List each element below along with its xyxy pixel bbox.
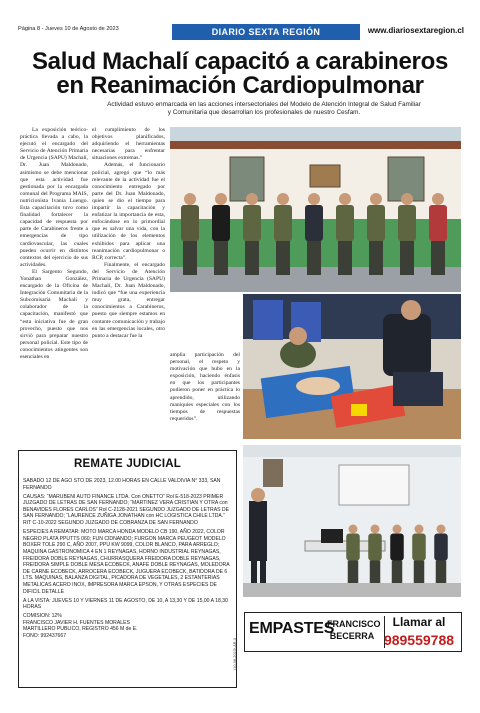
empastes-ad: [244, 612, 462, 652]
page-number-date: Página 8 - Jueves 10 de Agosto de 2023: [18, 26, 119, 32]
person-figure: [400, 241, 414, 275]
article-column-1: [20, 127, 88, 361]
judicial-auction-notice: [18, 450, 237, 688]
person-figure: [370, 193, 382, 205]
group-photo: [170, 127, 461, 292]
person-figure: [274, 205, 292, 241]
person-figure: [214, 241, 228, 275]
article-column-3: [170, 352, 240, 423]
site-url[interactable]: www.diariosextaregion.cl: [367, 26, 464, 35]
person-figure: [368, 534, 382, 561]
person-figure: [215, 193, 227, 205]
person-figure: [369, 241, 383, 275]
notice-commission: COMISION: 12%: [23, 613, 62, 620]
ad-call-label: Llamar al: [392, 615, 446, 629]
person-figure: [243, 205, 261, 241]
person-figure: [393, 525, 402, 534]
ad-name-last: BECERRA: [329, 631, 375, 641]
person-figure: [305, 205, 323, 241]
headline: [18, 50, 462, 98]
person-figure: [338, 241, 352, 275]
person-figure: [339, 193, 351, 205]
person-figure: [434, 534, 448, 561]
person-figure: [212, 205, 230, 241]
notice-viewing: A LA VISTA: JUEVES 10 Y VIERNES 11 DE AGOSTO, DE 10, A 13,30 Y DE 15,00 A 18,30 HORAS: [23, 597, 228, 611]
notice-auctioneer: FRANCISCO JAVIER H. FUENTES MORALES: [23, 619, 130, 626]
person-figure: [431, 241, 445, 275]
person-figure: [277, 193, 289, 205]
lead: [70, 101, 458, 117]
section-banner: DIARIO SEXTA REGIÓN: [172, 24, 360, 40]
person-figure: [414, 561, 425, 587]
headline-line-2: en Reanimación Cardiopulmonar: [56, 72, 424, 99]
notice-title: REMATE JUDICIAL: [74, 458, 181, 470]
person-figure: [276, 241, 290, 275]
notice-items: ESPECIES A REMATAR: MOTO MARCA HONDA MODELO CB 190, AÑO 2022, COLOR NEGRO PLATA PPUTTS 060; FUN CIDNANDO; FURGON MARCA PEUGEOT MODELO BOXER TOLE 290 C, AÑO 2007, PPU KW 9099, COLOR BLANCO, PARA ARREGLO; MAQUINA GASTRONOMICA 4 EN 1 REYNAGAS, HORNO INDUSTRIAL REYNAGAS, FREIDORA DOBLE REYNAGAS, CHURRASQUERA FREIDORA DOBLE REYNAGAS, FREIDORA SIMPLE DOBLE MESA ECOBECK, ANAFE DOBLE REYNAGAS, MOLEDORA DE CARNE ECOBECK, ARROCERA ECOBECK, JUGUERA ECOBECK, BATIDORA DE 6 LTS. MAQUINAS, BALANZA DIGITAL, PICADORA DE VEGETALES, 2 ESTANTERIAS METALICAS ACERO INOX, IMPRESORA MARCA EPSON, Y OTRAS ESPECIES DE DIFICIL DETALLE: [23, 529, 230, 595]
person-figure: [336, 205, 354, 241]
ad-name: [327, 618, 381, 642]
person-figure: [429, 205, 447, 241]
article-paragraph: El Sargento Segundo, Yonathan González, encargado de la Oficina de Integración Comunitaria de la Subcomisaría Machalí y colaborador de la capacitación, manifestó que “esta iniciativa fue de gran provecho, puesto que nos sirvió para preparar nuestro personal policial. Este tipo de conocimientos atingentes son esenciales en: [20, 268, 88, 360]
person-figure: [398, 205, 416, 241]
person-figure: [367, 205, 385, 241]
article-column-2: [92, 127, 165, 340]
notice-registry: MARTILLERO PUBLICO, REGISTRO 456 M de E.: [23, 626, 138, 633]
person-figure: [371, 525, 380, 534]
ad-name-first: FRANCISCO: [327, 619, 381, 629]
article-paragraph: Finalmente, el encargado del Servicio de Atención Primaria de Urgencia (SAPU) Machalí, Dr. Juan Maldonado, indicó que “fue una experiencia muy grata, entregar conocimientos a Carabineros, puesto que siempre estamos en contante comunicación y trabajo en las emergencias locales, otro punto a destacar fue la: [92, 261, 165, 339]
article-paragraph: amplia participación del personal, el respeto y motivación que hubo en la exposición, haciendo énfasis en que los participantes pudieron poner en práctica lo aprendido, utilizando maniquíes especiales con los tiempos de respuestas requeridos”.: [170, 352, 240, 422]
person-figure: [432, 193, 444, 205]
person-figure: [349, 525, 358, 534]
person-figure: [436, 561, 447, 587]
headline-line-1: Salud Machalí capacitó a carabineros: [31, 48, 449, 75]
person-figure: [412, 534, 426, 561]
person-figure: [246, 193, 258, 205]
person-figure: [308, 193, 320, 205]
article-paragraph: el cumplimiento de los objetivos planificados, adquiriendo el herramientas necesarias para enfrentar situaciones extremas.”: [92, 127, 165, 162]
person-figure: [415, 525, 424, 534]
person-figure: [370, 561, 381, 587]
notice-code: (10-08-2023)-AR-3: [233, 638, 237, 670]
article-paragraph: La exposición teórico-práctica llevada a cabo, la ejecutó el encargado del Servicio de Atención Primaria de Urgencia (SAPU) Machalí, Dr. Juan Maldonado, asimismo se debe mencionar que esta actividad fue gestionada por la encargada comunal del Programa MAIS, nutricionista Ivania Luengo. Esta capacitación tuvo como finalidad fortalecer la capacidad de respuesta por parte de Carabineros frente a emergencias de tipo cardiovascular, las cuales pueden ocurrir en distintos contextos del ejercicio de sus actividades.: [20, 127, 88, 268]
person-figure: [184, 193, 196, 205]
person-figure: [390, 534, 404, 561]
person-figure: [348, 561, 359, 587]
lead-line-2: y Comunitaria que desarrollan los profesionales de nuestro Cesfam.: [167, 109, 361, 116]
lead-line-1: Actividad estuvo enmarcada en las acciones intersectoriales del Modelo de Atención Integral de Salud Familiar: [107, 101, 421, 108]
person-figure: [392, 561, 403, 587]
notice-date-place: SABADO 12 DE AGO STO DE 2023, 12.00 HORAS EN CALLE VALDIVIA N° 333, SAN FERNANDO: [23, 478, 221, 491]
person-figure: [181, 205, 199, 241]
person-figure: [401, 193, 413, 205]
article-paragraph: Además, el funcionario policial, agregó que “lo más relevante de la actividad fue el conocimiento entregado por parte del Dr. Juan Maldonado, quien se dio el tiempo para impartir la capacitación y enfatizar la importancia de esta, enfocándose en lo primordial que es salvar una vida, con la utilización de los elementos exhibidos para aplicar una reanimación cardiopulmonar o RCP, correcta”.: [92, 162, 165, 261]
person-figure: [437, 525, 446, 534]
person-figure: [346, 534, 360, 561]
cpr-practice-photo: [243, 294, 461, 439]
classroom-photo: [243, 445, 461, 597]
notice-phone: FONO: 992437667: [23, 633, 67, 640]
person-figure: [307, 241, 321, 275]
notice-causes: CAUSAS: “MARUBENI AUTO FINANCE LTDA. Con ONETTO” Rol E-518-2023 PRIMER JUZGADO DE LETRAS DE SAN FERNANDO; “MARTINEZ VERA CRISTIAN Y OTRA con BENAVIDES FLORES CARLOS” Rol C-2128-2021 SEGUNDO JUZGADO DE LETRAS DE SAN FERNANDO; “LAURENCE ZUÑIGA JONATHAN con HC LOGISTICA CHILE LTDA.” RIT C-10-2022 SEGUNDO JUZGADO DE COBRANZA DE SAN FERNANDO: [23, 493, 229, 527]
ad-phone[interactable]: 989559788: [383, 632, 455, 648]
page-header: [14, 24, 466, 40]
ad-brand: EMPASTES: [249, 620, 335, 637]
person-figure: [183, 241, 197, 275]
person-figure: [245, 241, 259, 275]
